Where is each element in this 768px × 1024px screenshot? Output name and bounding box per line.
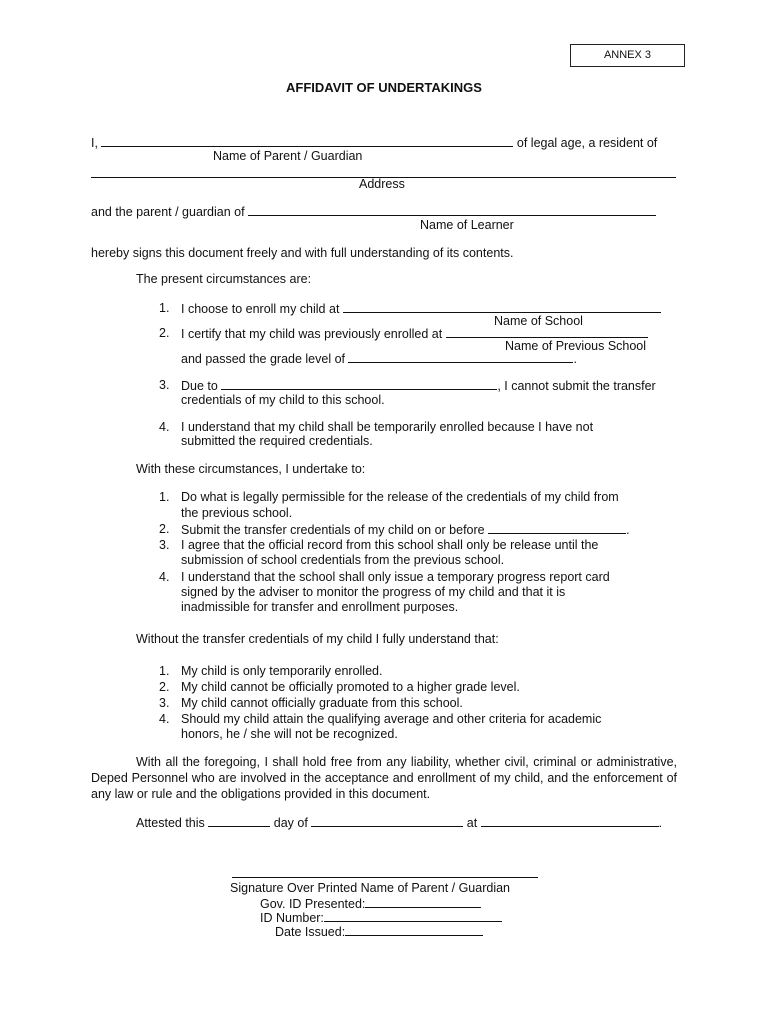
foregoing-paragraph: With all the foregoing, I shall hold free from any liability, whether civil, criminal or administrative, Deped Personnel who are involved in the acceptance and enrollment of my child, and the enforcement of any law or rule and the obligations provided in this document. (91, 755, 677, 801)
cons-item-3-num: 3. (159, 696, 170, 710)
label-previous-school: Name of Previous School (505, 339, 647, 353)
learner-name-blank (248, 204, 656, 216)
reason-blank (221, 378, 497, 390)
cons-item-4-line-2: honors, he / she will not be recognized. (181, 727, 398, 741)
cons-item-4-num: 4. (159, 712, 170, 726)
consequences-heading: Without the transfer credentials of my child I fully understand that: (136, 632, 499, 646)
label-address: Address (359, 177, 405, 191)
month-year-blank (311, 815, 463, 827)
cons-item-1: My child is only temporarily enrolled. (181, 664, 383, 678)
previous-school-blank (446, 326, 648, 338)
und-item-4-line-3: inadmissible for transfer and enrollment purposes. (181, 600, 459, 614)
und-item-4-line-1: I understand that the school shall only issue a temporary progress report card (181, 570, 610, 584)
signature-line (232, 877, 538, 878)
intro-line-1: I, of legal age, a resident of (91, 136, 658, 150)
circ-item-4-line-1: I understand that my child shall be temporarily enrolled because I have not (181, 420, 594, 434)
circ-item-2-num: 2. (159, 326, 170, 340)
undertakings-heading: With these circumstances, I undertake to: (136, 462, 366, 476)
circ-item-3: Due to , I cannot submit the transfer (181, 379, 656, 393)
cons-item-1-num: 1. (159, 664, 170, 678)
school-name-blank (343, 301, 661, 313)
label-learner: Name of Learner (420, 218, 514, 232)
signature-label: Signature Over Printed Name of Parent / Guardian (230, 881, 511, 895)
grade-level-blank (348, 351, 573, 363)
und-item-3-line-2: submission of school credentials from the previous school. (181, 553, 505, 567)
circ-item-3-num: 3. (159, 378, 170, 392)
und-item-2: Submit the transfer credentials of my child on or before . (181, 523, 630, 537)
und-item-3-line-1: I agree that the official record from this school shall only be release until the (181, 538, 599, 552)
attested-line: Attested this day of at . (136, 816, 663, 830)
cons-item-2-num: 2. (159, 680, 170, 694)
annex-label: ANNEX 3 (570, 44, 685, 67)
id-number-field: ID Number: (260, 910, 502, 925)
circ-item-1: I choose to enroll my child at (181, 301, 661, 316)
deadline-blank (488, 522, 626, 534)
circumstances-heading: The present circumstances are: (136, 272, 312, 286)
date-issued-blank (345, 924, 483, 936)
intro-statement: hereby signs this document freely and with full understanding of its contents. (91, 246, 514, 260)
und-item-1-line-1: Do what is legally permissible for the release of the credentials of my child from (181, 490, 619, 504)
und-item-2-num: 2. (159, 522, 170, 536)
und-item-4-num: 4. (159, 570, 170, 584)
day-blank (208, 815, 270, 827)
und-item-1-line-2: the previous school. (181, 506, 293, 520)
place-blank (481, 815, 659, 827)
label-parent-guardian: Name of Parent / Guardian (213, 149, 363, 163)
document-title: AFFIDAVIT OF UNDERTAKINGS (286, 80, 482, 95)
label-school: Name of School (494, 314, 583, 328)
und-item-4-line-2: signed by the adviser to monitor the progress of my child and that it is (181, 585, 566, 599)
circ-item-3-line-2: credentials of my child to this school. (181, 393, 385, 407)
gov-id-blank (365, 896, 481, 908)
gov-id-field: Gov. ID Presented: (260, 896, 481, 911)
und-item-3-num: 3. (159, 538, 170, 552)
cons-item-3: My child cannot officially graduate from this school. (181, 696, 463, 710)
parent-name-blank (101, 135, 513, 147)
id-number-blank (324, 910, 502, 922)
circ-item-1-num: 1. (159, 301, 170, 315)
circ-item-2-line-2: and passed the grade level of . (181, 352, 577, 366)
date-issued-field: Date Issued: (275, 924, 483, 939)
circ-item-4-line-2: submitted the required credentials. (181, 434, 373, 448)
cons-item-2: My child cannot be officially promoted to a higher grade level. (181, 680, 520, 694)
circ-item-4-num: 4. (159, 420, 170, 434)
cons-item-4-line-1: Should my child attain the qualifying average and other criteria for academic (181, 712, 602, 726)
circ-item-2: I certify that my child was previously enrolled at (181, 326, 648, 341)
und-item-1-num: 1. (159, 490, 170, 504)
intro-line-3: and the parent / guardian of (91, 204, 656, 219)
